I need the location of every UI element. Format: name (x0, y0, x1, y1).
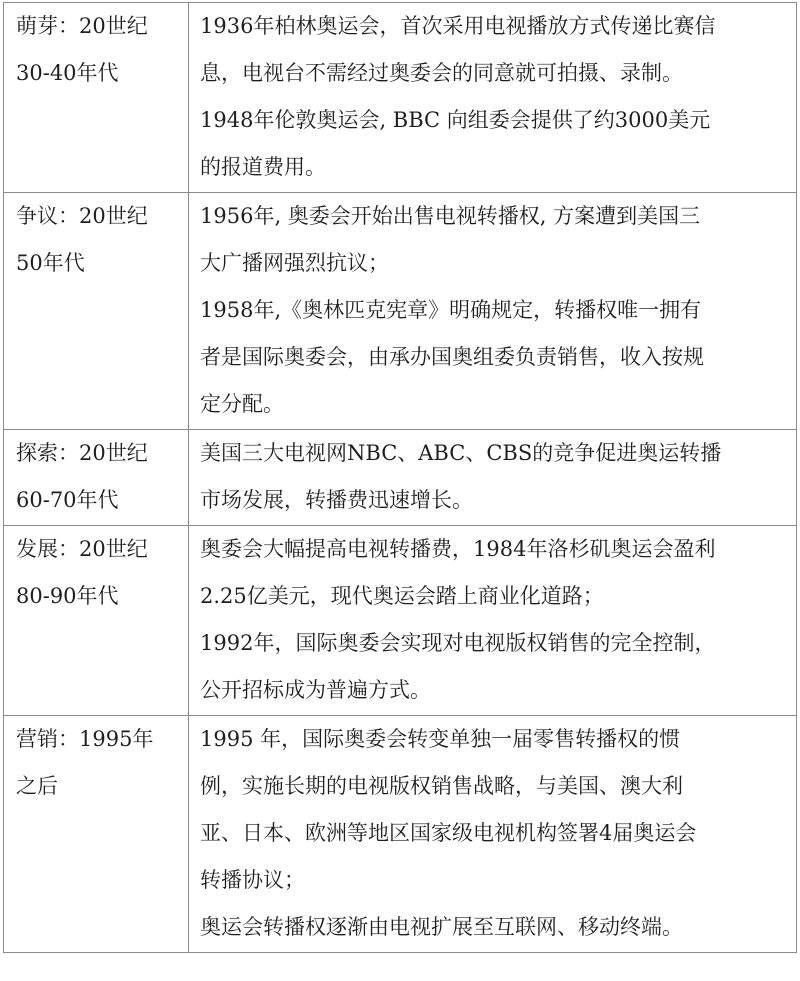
description-line: 的报道费用。 (200, 155, 326, 179)
description-line: 市场发展，转播费迅速增长。 (200, 488, 473, 512)
table-row (4, 3, 797, 193)
description-cell (189, 193, 797, 430)
description-line: 美国三大电视网NBC、ABC、CBS的竞争促进奥运转播 (200, 441, 722, 465)
description-cell (189, 526, 797, 716)
description-line: 转播协议； (200, 868, 305, 892)
description-line: 奥运会转播权逐渐由电视扩展至互联网、移动终端。 (200, 915, 683, 939)
description-line: 1995 年，国际奥委会转变单独一届零售转播权的惯 (200, 727, 681, 751)
description-line: 息，电视台不需经过奥委会的同意就可拍摄、录制。 (200, 61, 683, 85)
description-line: 例，实施长期的电视版权销售战略，与美国、澳大利 (200, 774, 683, 798)
description-line: 1958年,《奥林匹克宪章》明确规定，转播权唯一拥有 (200, 298, 702, 322)
description-line: 1992年，国际奥委会实现对电视版权销售的完全控制， (200, 631, 716, 655)
period-line: 营销：1995年 (16, 727, 154, 751)
period-cell (4, 193, 189, 430)
period-line: 60-70年代 (16, 488, 119, 512)
description-cell (189, 716, 797, 953)
table-row (4, 193, 797, 430)
period-line: 争议：20世纪 (16, 204, 148, 228)
description-line: 亚、日本、欧洲等地区国家级电视机构签署4届奥运会 (200, 821, 697, 845)
period-cell (4, 526, 189, 716)
description-line: 1956年, 奥委会开始出售电视转播权, 方案遭到美国三 (200, 204, 701, 228)
table-row (4, 526, 797, 716)
description-line: 2.25亿美元，现代奥运会踏上商业化道路； (200, 584, 604, 608)
period-cell (4, 716, 189, 953)
period-line: 发展：20世纪 (16, 537, 148, 561)
table-row (4, 716, 797, 953)
description-cell (189, 430, 797, 526)
period-cell (4, 430, 189, 526)
description-line: 大广播网强烈抗议； (200, 251, 389, 275)
description-line: 1936年柏林奥运会，首次采用电视播放方式传递比赛信 (200, 14, 716, 38)
period-line: 50年代 (16, 251, 85, 275)
period-line: 30-40年代 (16, 61, 119, 85)
table-row (4, 430, 797, 526)
description-cell (189, 3, 797, 193)
description-line: 奥委会大幅提高电视转播费，1984年洛杉矶奥运会盈利 (200, 537, 716, 561)
description-line: 公开招标成为普遍方式。 (200, 678, 431, 702)
olympic-broadcast-timeline-table (3, 2, 797, 953)
description-line: 者是国际奥委会，由承办国奥组委负责销售，收入按规 (200, 345, 704, 369)
period-line: 萌芽：20世纪 (16, 14, 148, 38)
period-line: 80-90年代 (16, 584, 119, 608)
period-cell (4, 3, 189, 193)
description-line: 定分配。 (200, 392, 284, 416)
period-line: 探索：20世纪 (16, 441, 148, 465)
period-line: 之后 (16, 774, 58, 798)
description-line: 1948年伦敦奥运会, BBC 向组委会提供了约3000美元 (200, 108, 711, 132)
